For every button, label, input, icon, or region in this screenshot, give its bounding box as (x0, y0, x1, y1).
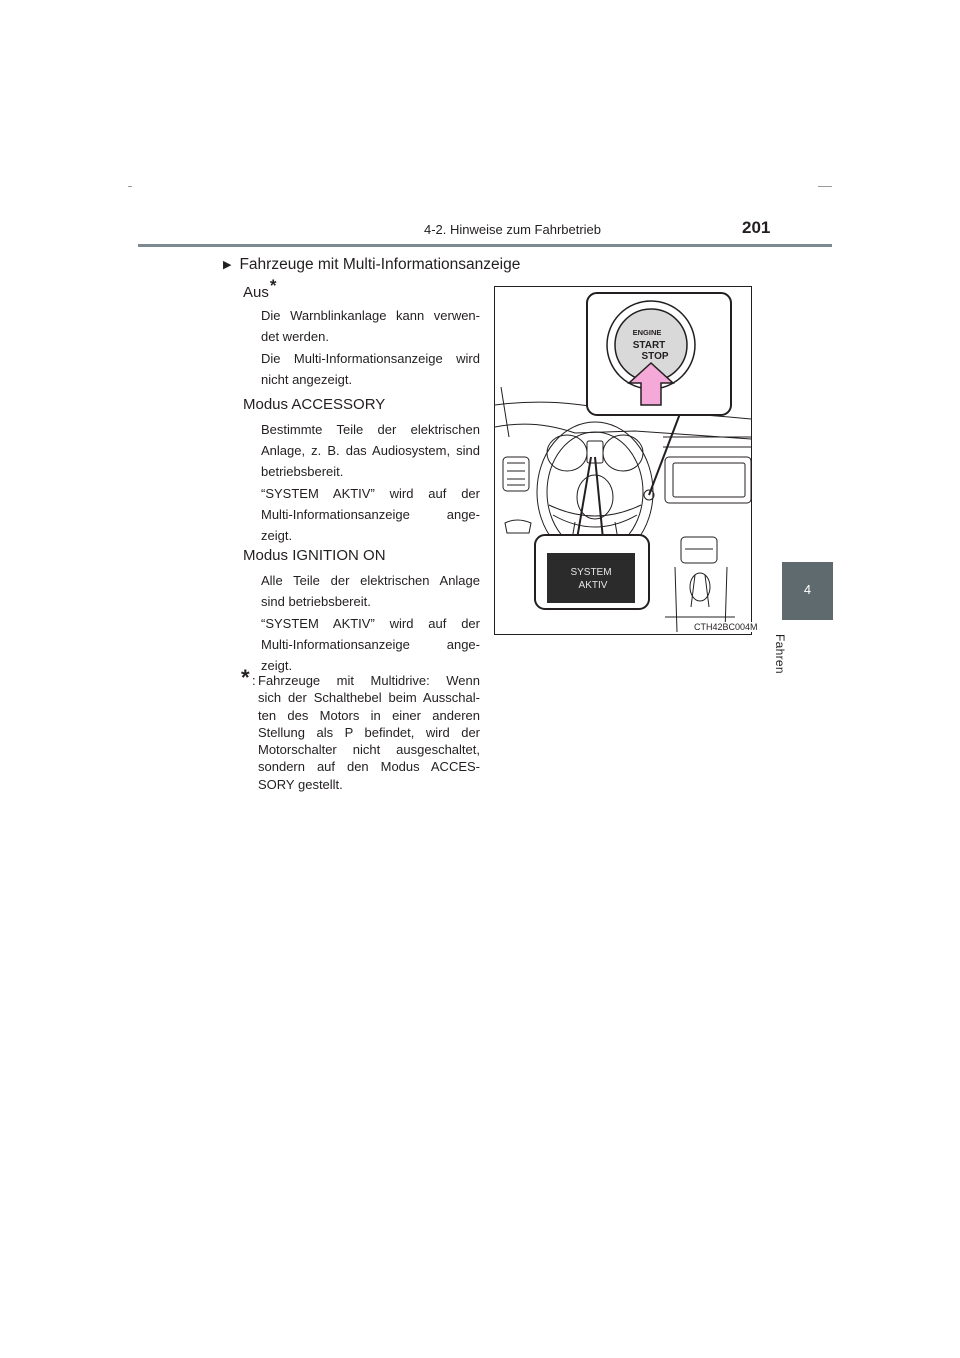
text-line: SORY gestellt. (258, 776, 343, 792)
text-line: Alle Teile der elektrischen Anlage (261, 573, 480, 588)
mode-heading-accessory: Modus ACCESSORY (243, 396, 386, 413)
text-line: Bestimmte Teile der elektrischen (261, 422, 480, 437)
text-line: zeigt. (261, 528, 293, 543)
text-line: Motorschalter nicht ausgeschaltet, (258, 742, 480, 758)
text-line: Fahrzeuge mit Multidrive: Wenn (258, 673, 480, 688)
paragraph (261, 613, 480, 676)
text-line: sich der Schalthebel beim Ausschal- (258, 690, 480, 706)
text-line: zeigt. (261, 658, 293, 673)
text-line: Multi-Informationsanzeige ange- (261, 507, 480, 522)
display-line-system: SYSTEM (570, 567, 612, 578)
triangle-bullet-icon: ▶ (223, 259, 232, 271)
multi-info-display (547, 553, 635, 603)
footnote-colon: : (252, 673, 256, 688)
display-line-aktiv: AKTIV (578, 580, 608, 591)
mode-title: Aus (243, 284, 269, 301)
dashboard-illustration (494, 286, 752, 635)
text-line: betriebsbereit. (261, 464, 344, 479)
bullet-heading (223, 256, 520, 274)
section-title: 4-2. Hinweise zum Fahrbetrieb (424, 222, 602, 237)
footnote-star: * (241, 665, 250, 690)
crop-mark-right (818, 186, 832, 187)
text-line: Die Multi-Informationsanzeige wird (261, 351, 480, 366)
button-label-stop: STOP (641, 351, 669, 362)
text-line: “SYSTEM AKTIV” wird auf der (261, 616, 480, 631)
text-line: sondern auf den Modus ACCES- (258, 759, 480, 775)
paragraph (261, 305, 480, 347)
header-rule (138, 244, 832, 247)
button-label-start: START (632, 340, 666, 351)
mode-heading-ignition-on: Modus IGNITION ON (243, 547, 386, 564)
text-line: Multi-Informationsanzeige ange- (261, 637, 480, 652)
figure-code: CTH42BC004M (694, 622, 758, 632)
paragraph (261, 570, 480, 612)
button-label-engine: ENGINE (632, 328, 662, 337)
text-line: det werden. (261, 329, 329, 344)
page-number: 201 (742, 218, 771, 237)
text-line: sind betriebsbereit. (261, 594, 371, 609)
dashboard-drawing (495, 287, 751, 634)
paragraph (261, 348, 480, 390)
crop-mark-left (128, 186, 132, 187)
chapter-number: 4 (803, 582, 812, 597)
text-line: Die Warnblinkanlage kann verwen- (261, 308, 480, 323)
text-line: Anlage, z. B. das Audiosystem, sind (261, 443, 480, 458)
mode-heading-aus (243, 276, 277, 302)
chapter-tab (782, 562, 833, 620)
footnote-marker: * (269, 276, 277, 295)
bullet-text: Fahrzeuge mit Multi-Informationsanzeige (239, 256, 521, 273)
paragraph (261, 483, 480, 546)
paragraph (261, 419, 480, 482)
chapter-label: Fahren (773, 634, 787, 674)
text-line: nicht angezeigt. (261, 372, 353, 387)
footnote-text (258, 672, 480, 793)
text-line: “SYSTEM AKTIV” wird auf der (261, 486, 480, 501)
text-line: ten des Motors in einer anderen (258, 707, 480, 723)
text-line: Stellung als P befindet, wird der (258, 724, 480, 740)
